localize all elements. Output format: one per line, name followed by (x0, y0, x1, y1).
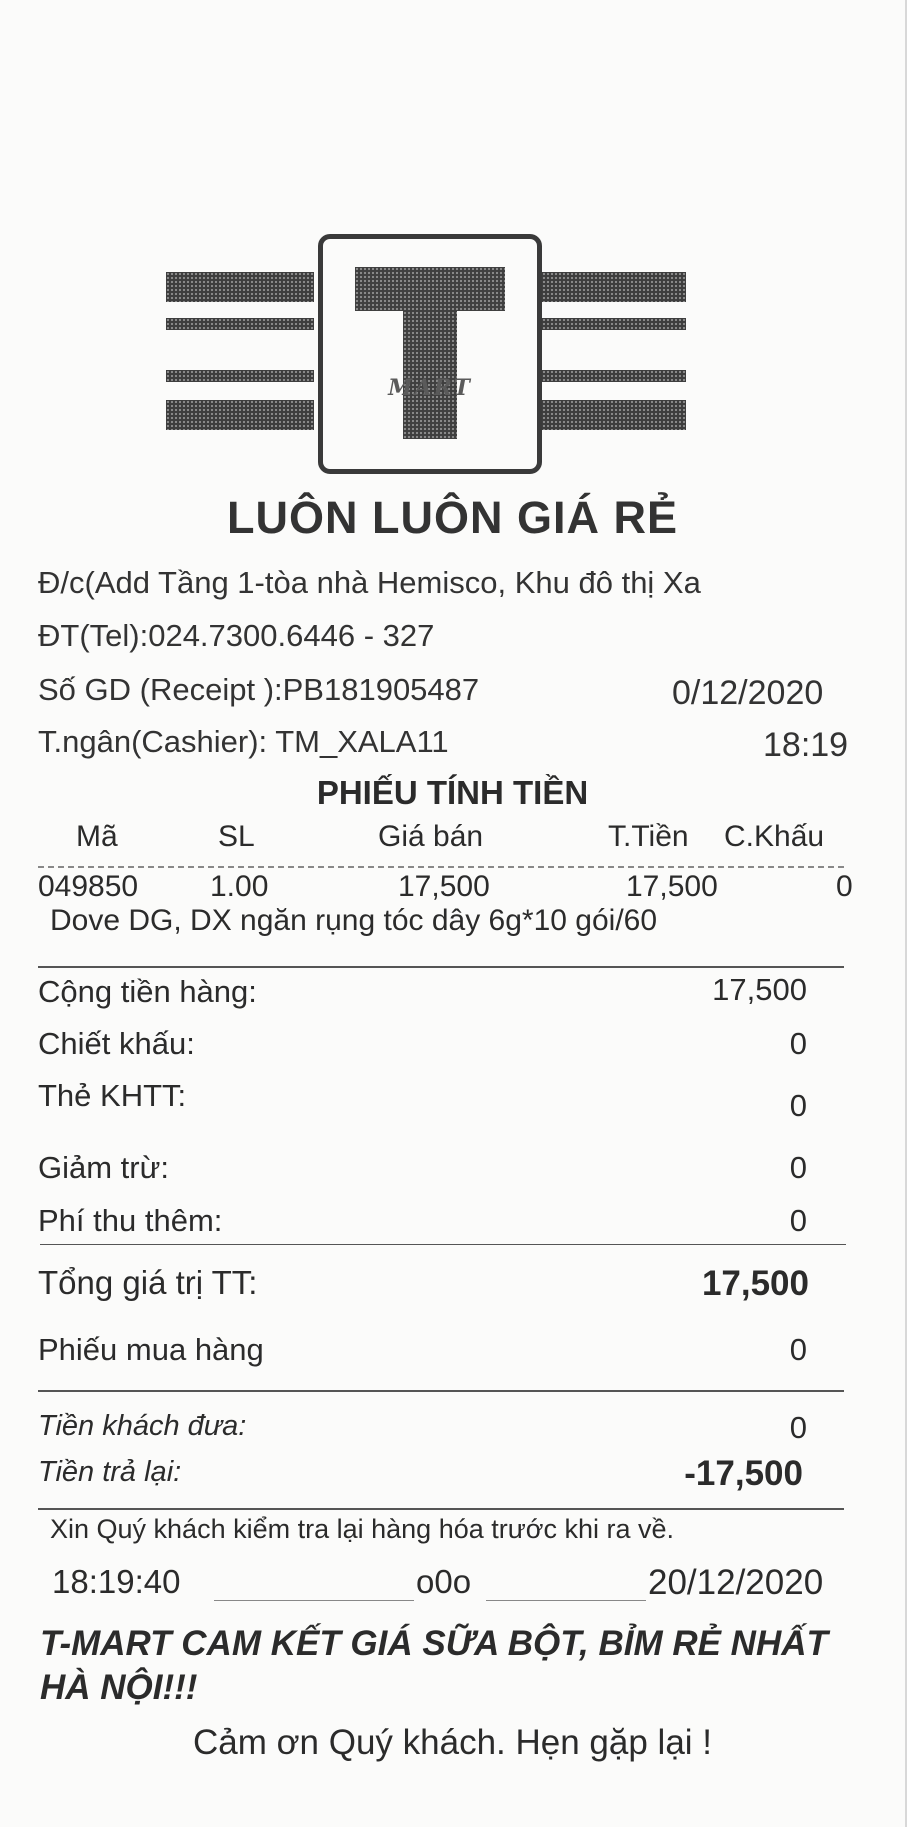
logo-t-top (355, 267, 505, 311)
logo-stripe (538, 272, 686, 302)
logo-stripe (166, 400, 314, 430)
reduction-label: Giảm trừ: (38, 1150, 169, 1185)
total-label: Tổng giá trị TT: (38, 1264, 258, 1301)
logo-t-box (318, 234, 542, 474)
logo-stripe (166, 318, 314, 330)
store-address: Đ/c(Add Tầng 1-tòa nhà Hemisco, Khu đô thị Xa (38, 565, 701, 600)
footer-marker: o0o (416, 1563, 472, 1600)
col-total: T.Tiền (608, 820, 689, 853)
item-total: 17,500 (626, 870, 718, 903)
discount-value: 0 (789, 1026, 807, 1061)
divider (38, 866, 844, 868)
logo-text: MART (388, 375, 472, 401)
voucher-label: Phiếu mua hàng (38, 1332, 264, 1367)
total-value: 17,500 (701, 1264, 809, 1303)
paid-label: Tiền khách đưa: (38, 1410, 247, 1442)
receipt-date: 0/12/2020 (672, 674, 824, 712)
item-price: 17,500 (398, 870, 490, 903)
thank-you-message: Cảm ơn Quý khách. Hẹn gặp lại ! (192, 1723, 713, 1762)
receipt-number: Số GD (Receipt ):PB181905487 (38, 672, 480, 707)
col-price: Giá bán (378, 820, 484, 853)
loyalty-card-label: Thẻ KHTT: (38, 1078, 187, 1113)
footer-rule (486, 1600, 646, 1601)
divider (38, 966, 844, 968)
logo-stripe (166, 370, 314, 382)
footer-rule (214, 1600, 414, 1601)
logo-stripe (538, 370, 686, 382)
change-label: Tiền trả lại: (38, 1456, 182, 1488)
logo-stripe (538, 318, 686, 330)
change-value: -17,500 (684, 1454, 803, 1493)
promo-message: T-MART CAM KẾT GIÁ SỮA BỘT, BỈM RẺ NHẤT HÀ NỘI!!! (40, 1624, 828, 1707)
col-qty: SL (218, 820, 255, 853)
col-code: Mã (76, 820, 118, 853)
item-name: Dove DG, DX ngăn rụng tóc dây 6g*10 gói/60 (50, 904, 658, 937)
surcharge-label: Phí thu thêm: (38, 1203, 223, 1238)
divider (40, 1244, 846, 1245)
paid-value: 0 (789, 1410, 807, 1445)
footer-time: 18:19:40 (52, 1563, 181, 1600)
discount-label: Chiết khấu: (38, 1026, 195, 1061)
subtotal-label: Cộng tiền hàng: (38, 974, 257, 1009)
surcharge-value: 0 (789, 1203, 807, 1238)
item-qty: 1.00 (210, 870, 269, 903)
loyalty-card-value: 0 (789, 1088, 807, 1123)
voucher-value: 0 (789, 1332, 807, 1367)
cashier: T.ngân(Cashier): TM_XALA11 (38, 724, 449, 759)
item-discount: 0 (836, 870, 853, 903)
tmart-logo (160, 232, 692, 472)
footer-date: 20/12/2020 (648, 1563, 824, 1602)
logo-stripe (166, 272, 314, 302)
check-notice: Xin Quý khách kiểm tra lại hàng hóa trước khi ra về. (50, 1514, 675, 1544)
divider (38, 1508, 844, 1510)
store-slogan: LUÔN LUÔN GIÁ RẺ (227, 492, 678, 543)
reduction-value: 0 (789, 1150, 807, 1185)
subtotal-value: 17,500 (712, 972, 807, 1007)
receipt-time: 18:19 (763, 726, 849, 764)
item-code: 049850 (38, 870, 139, 903)
store-phone: ĐT(Tel):024.7300.6446 - 327 (38, 618, 435, 653)
divider (38, 1390, 844, 1392)
receipt-title: PHIẾU TÍNH TIỀN (316, 774, 589, 811)
logo-stripe (538, 400, 686, 430)
col-discount: C.Khấu (724, 820, 825, 853)
